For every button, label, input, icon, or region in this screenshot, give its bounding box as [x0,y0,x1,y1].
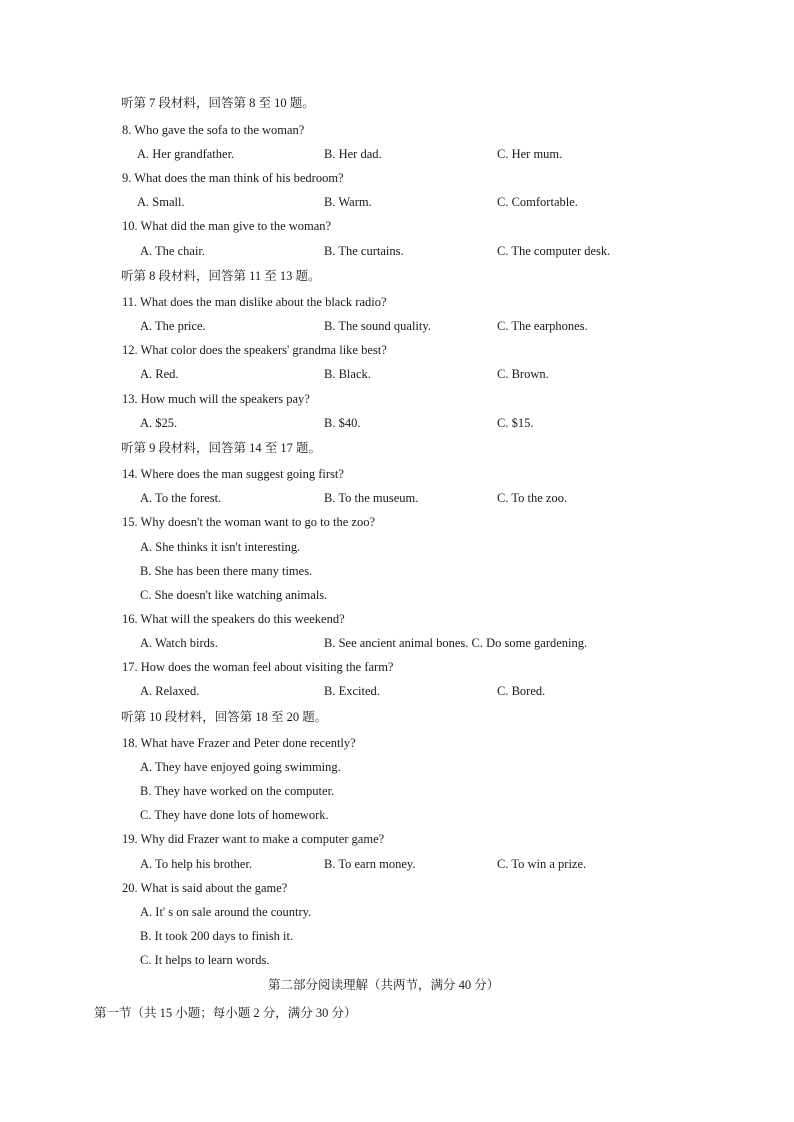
option-b: B. $40. [324,416,361,430]
option-a: A. To the forest. [140,491,222,505]
question-stem: 13. How much will the speakers pay? [122,392,310,406]
option-b: B. It took 200 days to finish it. [140,929,294,943]
option-c: C. She doesn't like watching animals. [140,588,328,602]
option-a: A. The chair. [140,244,206,258]
question-stem: 16. What will the speakers do this weekend? [122,612,345,626]
option-b: B. Her dad. [324,147,382,161]
option-c: C. Her mum. [497,147,563,161]
option-c: C. It helps to learn words. [140,953,270,967]
option-a: A. Watch birds. [140,636,218,650]
option-b: B. The sound quality. [324,319,431,333]
question-stem: 10. What did the man give to the woman? [122,219,332,233]
section-heading: 听第 8 段材料，回答第 11 至 13 题。 [121,269,321,283]
option-b: B. Warm. [324,195,372,209]
option-c: C. Comfortable. [497,195,578,209]
question-stem: 11. What does the man dislike about the black radio? [122,295,387,309]
option-a: A. To help his brother. [140,857,253,871]
option-a: A. It' s on sale around the country. [140,905,312,919]
option-b: B. To the museum. [324,491,419,505]
option-b: B. They have worked on the computer. [140,784,335,798]
part-title: 第二部分阅读理解（共两节，满分 40 分） [268,978,500,992]
option-a: A. They have enjoyed going swimming. [140,760,341,774]
option-b: B. Black. [324,367,371,381]
section-heading: 听第 10 段材料，回答第 18 至 20 题。 [121,710,328,724]
question-stem: 18. What have Frazer and Peter done recently? [122,736,356,750]
option-a: A. Relaxed. [140,684,200,698]
question-stem: 9. What does the man think of his bedroom? [122,171,344,185]
option-a: A. Red. [140,367,179,381]
question-stem: 12. What color does the speakers' grandma like best? [122,343,387,357]
option-c: C. The computer desk. [497,244,611,258]
option-b: B. She has been there many times. [140,564,313,578]
option-c: C. Bored. [497,684,546,698]
option-a: A. She thinks it isn't interesting. [140,540,301,554]
option-b: B. To earn money. [324,857,416,871]
question-stem: 20. What is said about the game? [122,881,288,895]
question-stem: 19. Why did Frazer want to make a computer game? [122,832,385,846]
question-stem: 8. Who gave the sofa to the woman? [122,123,305,137]
option-a: A. Her grandfather. [137,147,235,161]
option-c: C. To the zoo. [497,491,568,505]
option-c: C. $15. [497,416,534,430]
section-title: 第一节（共 15 小题；每小题 2 分，满分 30 分） [94,1006,357,1020]
option-c: C. The earphones. [497,319,588,333]
question-stem: 15. Why doesn't the woman want to go to the zoo? [122,515,376,529]
section-heading: 听第 9 段材料，回答第 14 至 17 题。 [121,441,322,455]
option-b-c: B. See ancient animal bones. C. Do some gardening. [324,636,588,650]
option-b: B. The curtains. [324,244,404,258]
option-c: C. They have done lots of homework. [140,808,329,822]
question-stem: 17. How does the woman feel about visiting the farm? [122,660,394,674]
option-c: C. Brown. [497,367,549,381]
option-b: B. Excited. [324,684,380,698]
section-heading: 听第 7 段材料，回答第 8 至 10 题。 [121,96,315,110]
option-c: C. To win a prize. [497,857,587,871]
option-a: A. Small. [137,195,185,209]
option-a: A. The price. [140,319,206,333]
question-stem: 14. Where does the man suggest going first? [122,467,344,481]
option-a: A. $25. [140,416,178,430]
